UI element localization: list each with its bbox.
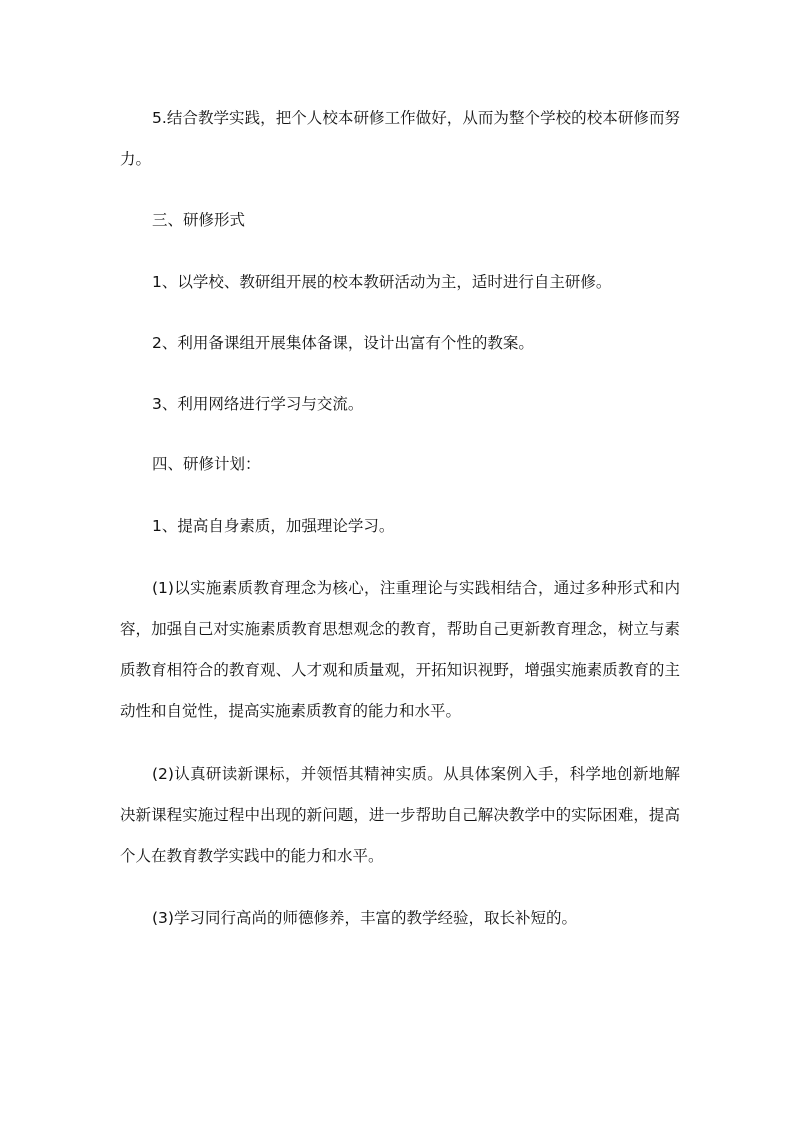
heading-research-form: 三、研修形式 (152, 211, 246, 229)
paragraph-plan-1: 1、提高自身素质，加强理论学习。 (152, 517, 395, 535)
paragraph-form-1: 1、以学校、教研组开展的校本教研活动为主，适时进行自主研修。 (152, 273, 612, 291)
paragraph-plan-1-3: (3)学习同行高尚的师德修养，丰富的教学经验，取长补短的。 (152, 909, 577, 927)
paragraph-form-2: 2、利用备课组开展集体备课，设计出富有个性的教案。 (152, 334, 534, 352)
paragraph-goal-5: 5.结合教学实践，把个人校本研修工作做好，从而为整个学校的校本研修而努力。 (120, 109, 680, 168)
paragraph-plan-1-1: (1)以实施素质教育理念为核心，注重理论与实践相结合，通过多种形式和内容，加强自己对实施素质教育思想观念的教育，帮助自己更新教育理念，树立与素质教育相符合的教育观、人才观和质量观，开拓知识视野，增强实施素质教育的主动性和自觉性，提高实施素质教育的能力和水平。 (120, 579, 680, 720)
paragraph-form-3: 3、利用网络进行学习与交流。 (152, 395, 364, 413)
paragraph-plan-1-2: (2)认真研读新课标，并领悟其精神实质。从具体案例入手，科学地创新地解决新课程实施过程中出现的新问题，进一步帮助自己解决教学中的实际困难，提高个人在教育教学实践中的能力和水平。 (120, 765, 680, 865)
heading-research-plan: 四、研修计划： (152, 455, 261, 473)
